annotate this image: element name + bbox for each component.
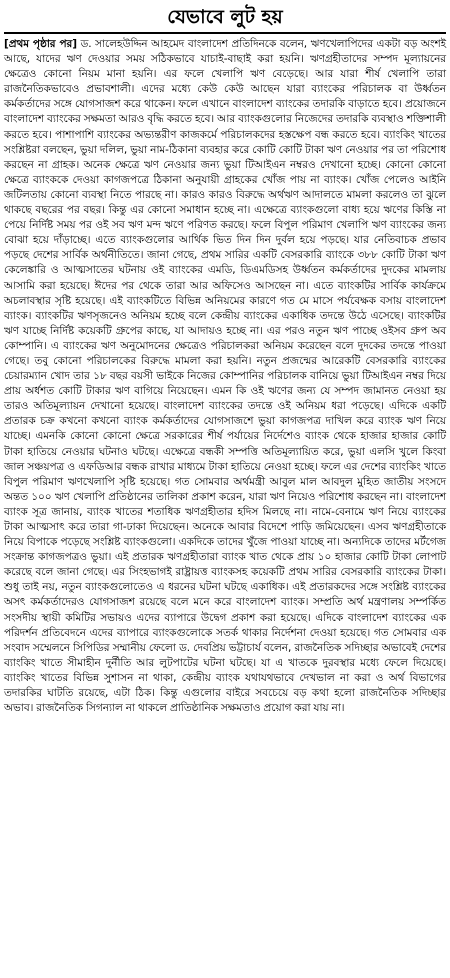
continued-from-front-page-label: [প্রথম পৃষ্ঠার পর] <box>4 38 77 50</box>
article-headline: যেভাবে লুট হয় <box>4 2 446 34</box>
article-body-text: ড. সালেহউদ্দিন আহমেদ বাংলাদেশ প্রতিদিনকে বলেন, ঋণখেলাপিদের একটা বড় অংশই আছে, যাদের ঋণ দেওয়ার সময় সঠিকভাবে যাচাই-বাছাই করা হয়নি। ঋণগ্রহীতাদের সম্পদ মূল্যায়নের ক্ষেত্রেও কোনো নিয়ম মানা হয়নি। এর ফলে খেলাপি ঋণ বেড়েছে। আর যারা শীর্ষ খেলাপি তারা রাজনৈতিকভাবেও প্রভাবশালী। এদের মধ্যে কেউ কেউ আছেন যারা ব্যাংকের পরিচালক বা উর্ধ্বতন কর্মকর্তাদের সঙ্গে যোগসাজশ করে থাকেন। ফলে এখানে বাংলাদেশ ব্যাংকের তদারকি বাড়াতে হবে। প্রয়োজনে বাংলাদেশ ব্যাংকের সক্ষমতা আরও বৃদ্ধি করতে হবে। আর ব্যাংকগুলোর নিজেদের তদারকি ব্যবস্থাও শক্তিশালী করতে হবে। পাশাপাশি ব্যাংকের অভ্যন্তরীণ কাজকর্মে পরিচালকদের হস্তক্ষেপ বন্ধ করতে হবে। ব্যাংকিং খাতের সংশ্লিষ্টরা বলছেন, ভুয়া দলিল, ভুয়া নাম-ঠিকানা ব্যবহার করে কোটি কোটি টাকা ঋণ নেওয়ার পর তা পরিশোধ করছেন না গ্রাহক। অনেক ক্ষেত্রে ঋণ নেওয়ার জন্য ভুয়া টিআইএন নম্বরও দেখানো হচ্ছে। কোনো কোনো ক্ষেত্রে ব্যাংককে দেওয়া কাগজপত্রে ঠিকানা অনুযায়ী গ্রাহকের খোঁজ পায় না ব্যাংক। খোঁজ পেলেও আইনি জটিলতায় কোনো ব্যবস্থা নিতে পারছে না। কারও কারও বিরুদ্ধে অর্থঋণ আদালতে মামলা করলেও তা ঝুলে থাকছে বছরের পর বছর। কিন্তু এর কোনো সমাধান হচ্ছে না। এক্ষেত্রে ব্যাংকগুলো বাধ্য হয়ে ঋণের কিস্তি না পেয়ে নির্দিষ্ট সময় পর ওই সব ঋণ মন্দ ঋণে পরিণত করছে। ফলে বিপুল পরিমাণ খেলাপি ঋণ ব্যাংকের জন্য বোঝা হয়ে দাঁড়াচ্ছে। এতে ব্যাংকগুলোর আর্থিক ভিত দিন দিন দুর্বল হয়ে পড়ছে। যার নেতিবাচক প্রভাব পড়ছে দেশের সার্বিক অর্থনীতিতে। জানা গেছে, প্রথম সারির একটি বেসরকারি ব্যাংকে ৩৮৮ কোটি টাকা ঋণ কেলেঙ্কারি ও আত্মসাতের ঘটনায় ওই ব্যাংকের এমডি, ডিএমডিসহ উর্ধ্বতন কর্মকর্তাদের দুদকের মামলায় আসামি করা হয়েছে। ঈদের পর থেকে তারা আর অফিসেও আসছেন না। এতে ব্যাংকটির সার্বিক কার্যক্রমে অচলাবস্থার সৃষ্টি হয়েছে। এই ব্যাংকটিতে বিভিন্ন অনিয়মের কারণে গত মে মাসে পর্যবেক্ষক বসায় বাংলাদেশ ব্যাংক। ব্যাংকটির ঋণসৃজনেও অনিয়ম হচ্ছে বলে কেন্দ্রীয় ব্যাংকের একাধিক তদন্তে উঠে এসেছে। ব্যাংকটির ঋণ যাচ্ছে নির্দিষ্ট কয়েকটি গ্রুপের কাছে, যা আদায়ও হচ্ছে না। এর পরও নতুন ঋণ পাচ্ছে ওইসব গ্রুপ অব কোম্পানি। এ ব্যাংকের ঋণ অনুমোদনের ক্ষেত্রেও পরিচালকরা অনিয়ম করেছেন বলে দুদকের তদন্তে পাওয়া গেছে। তবু কোনো পরিচালকের বিরুদ্ধে মামলা করা হয়নি। নতুন প্রজন্মের আরেকটি বেসরকারি ব্যাংকের চেয়ারম্যান খোদ তার ১৮ বছর বয়সী ভাইকে নিজের কোম্পানির পরিচালক বানিয়ে ভুয়া টিআইএন নম্বর দিয়ে প্রায় অর্ধশত কোটি টাকার ঋণ বাগিয়ে নিয়েছেন। এমন কি ওই ঋণের জন্য যে সম্পদ জামানত নেওয়া হয় তারও অতিমূল্যায়ন দেখানো হয়েছে। বাংলাদেশ ব্যাংকের তদন্তে ওই অনিয়ম ধরা পড়েছে। এদিকে একটি প্রতারক চক্র কখনো কখনো ব্যাংক কর্মকর্তাদের যোগসাজশে ভুয়া কাগজপত্র দাখিল করে ব্যাংক ঋণ নিয়ে যাচ্ছে। এমনকি কোনো কোনো ক্ষেত্রে সরকারের শীর্ষ পর্যায়ের নির্দেশেও ব্যাংক থেকে হাজার হাজার কোটি টাকা হাতিয়ে নেওয়ার ঘটনাও ঘটছে। এক্ষেত্রে বন্ধকী সম্পত্তি অতিমূল্যায়িত করে, ভুয়া এলসি খুলে কিংবা জাল সঞ্চয়পত্র ও এফডিআর বন্ধক রাখার মাধ্যমে টাকা হাতিয়ে নেওয়া হচ্ছে। ফলে এর দেশের ব্যাংকিং খাতে বিপুল পরিমাণ ঋণখেলাপি সৃষ্টি হয়েছে। গত সোমবার অর্থমন্ত্রী আবুল মাল আবদুল মুহিত জাতীয় সংসদে অন্তত ১০০ ঋণ খেলাপি প্রতিষ্ঠানের তালিকা প্রকাশ করেন, যারা ঋণ নিয়েও পরিশোধ করছেন না। বাংলাদেশ ব্যাংক সূত্র জানায়, ব্যাংক খাতের শতাধিক ঋণগ্রহীতার হদিস মিলছে না। নামে-বেনামে ঋণ নিয়ে ব্যাংকের টাকা আত্মসাৎ করে তারা গা-ঢাকা দিয়েছেন। অনেকে আবার বিদেশে পাড়ি জমিয়েছেন। এসব ঋণগ্রহীতাকে নিয়ে বিপাকে পড়েছে সংশ্লিষ্ট ব্যাংকগুলো। একদিকে তাদের খুঁজে পাওয়া যাচ্ছে না। অন্যদিকে তাদের মর্টগেজ সংক্রান্ত কাগজপত্রও ভুয়া। এই প্রতারক ঋণগ্রহীতারা ব্যাংক খাত থেকে প্রায় ১০ হাজার কোটি টাকা লোপাট করেছে বলে জানা গেছে। এর সিংহভাগই রাষ্ট্রায়ত্ত ব্যাংকসহ কয়েকটি প্রথম সারির বেসরকারি ব্যাংকের টাকা। শুধু তাই নয়, নতুন ব্যাংকগুলোতেও এ ধরনের ঘটনা ঘটছে একাধিক। এই প্রতারকদের সঙ্গে সংশ্লিষ্ট ব্যাংকের অসৎ কর্মকর্তাদেরও যোগসাজশ রয়েছে বলে মনে করে বাংলাদেশ ব্যাংক। সম্প্রতি অর্থ মন্ত্রণালয় সম্পর্কিত সংসদীয় স্থায়ী কমিটির সভায়ও এদের ব্যাপারে উদ্বেগ প্রকাশ করা হয়েছে। এদিকে বাংলাদেশ ব্যাংকের এক পরিদর্শন প্রতিবেদনে এদের ব্যাপারে ব্যাংকগুলোকে সতর্ক থাকার নির্দেশনা দেওয়া হয়েছে। গত সোমবার এক সংবাদ সম্মেলনে সিপিডির সম্মানীয় ফেলো ড. দেবপ্রিয় ভট্টাচার্য বলেন, রাজনৈতিক সদিচ্ছার অভাবেই দেশের ব্যাংকিং খাতে সীমাহীন দুর্নীতি আর লুটপাটের ঘটনা ঘটছে। যা এ খাতকে দুরবস্থার মধ্যে ফেলে দিয়েছে। ব্যাংকিং খাতের বিভিন্ন সুশাসন না থাকা, কেন্দ্রীয় ব্যাংক যথাযথভাবে দেখভাল না করা ও অর্থ বিভাগের তদারকির ঘাটতি রয়েছে, এটা ঠিক। কিন্তু এগুলোর বাইরে সবচেয়ে বড় কথা হলো রাজনৈতিক সদিচ্ছার অভাব। রাজনৈতিক সিগন্যাল না থাকলে প্রাতিষ্ঠানিক সক্ষমতাও প্রয়োগ করা যায় না। <box>4 38 446 715</box>
article-body <box>4 37 446 716</box>
